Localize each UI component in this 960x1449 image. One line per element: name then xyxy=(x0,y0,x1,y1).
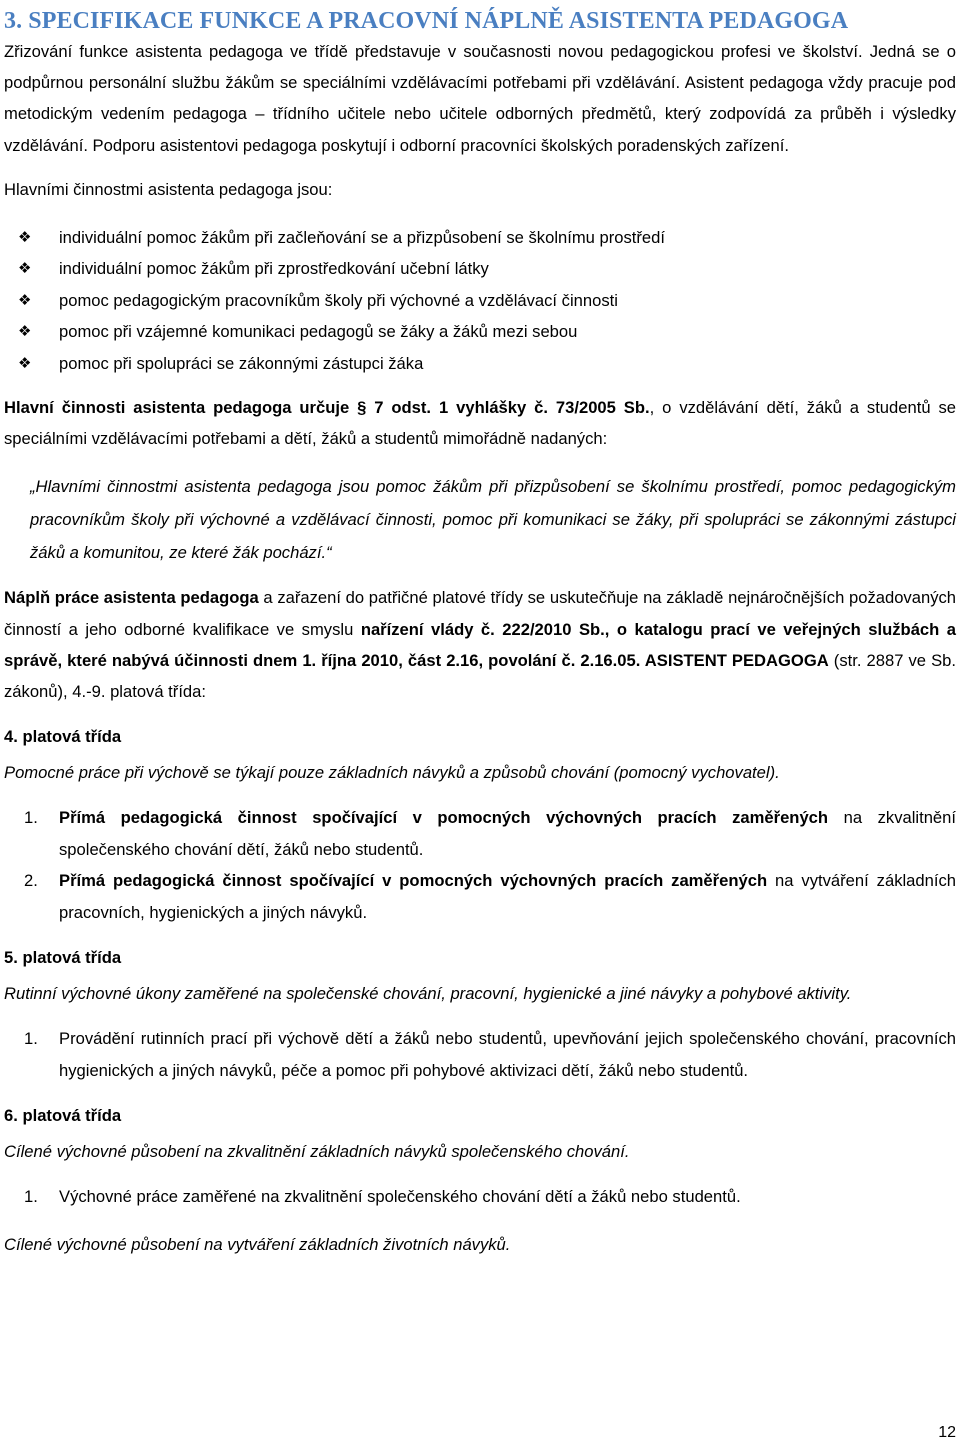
list-item: ❖ individuální pomoc žákům při zprostředkování učební látky xyxy=(4,253,956,284)
diamond-bullet-icon: ❖ xyxy=(18,354,32,372)
salary-class-description: Cílené výchovné působení na zkvalitnění základních návyků společenského chování. xyxy=(4,1142,630,1162)
decree-paragraph: Hlavní činnosti asistenta pedagoga určuje § 7 odst. 1 vyhlášky č. 73/2005 Sb., o vzdělávání dětí, žáků a studentů se speciálními vzdělávacími potřebami a dětí, žáků a studentů mimořádně nadaných: xyxy=(4,398,957,449)
list-item: 1. Provádění rutinních prací při výchově dětí a žáků nebo studentů, upevňování jejich společenského chování, pracovních hygienických a jiných návyků, péče a pomoc při pohybové aktivizaci dětí, žáků nebo studentů. xyxy=(24,1029,956,1080)
salary-class-title: 6. platová třída xyxy=(4,1106,122,1126)
section-heading: 3. SPECIFIKACE FUNKCE A PRACOVNÍ NÁPLNĚ ASISTENTA PEDAGOGA xyxy=(4,8,849,34)
diamond-bullet-icon: ❖ xyxy=(18,260,32,278)
salary-class-description: Rutinní výchovné úkony zaměřené na společenské chování, pracovní, hygienické a jiné návyky a pohybové aktivity. xyxy=(4,984,852,1004)
activities-list xyxy=(4,222,956,379)
page-number: 12 xyxy=(938,1424,956,1441)
salary-class-description: Pomocné práce při výchově se týkají pouze základních návyků a způsobů chování (pomocný vychovatel). xyxy=(4,763,780,783)
diamond-bullet-icon: ❖ xyxy=(18,323,32,341)
list-item: 2. Přímá pedagogická činnost spočívající v pomocných výchovných pracích zaměřených na vytváření základních pracovních, hygienických a jiných návyků. xyxy=(24,871,956,922)
list-item: 1. Výchovné práce zaměřené na zkvalitnění společenského chování dětí a žáků nebo studentů. xyxy=(24,1187,741,1207)
diamond-bullet-icon: ❖ xyxy=(18,229,32,247)
diamond-bullet-icon: ❖ xyxy=(18,291,32,309)
closing-line: Cílené výchovné působení na vytváření základních životních návyků. xyxy=(4,1234,511,1254)
workload-paragraph: Náplň práce asistenta pedagoga a zařazení do patřičné platové třídy se uskutečňuje na základě nejnáročnějších požadovaných činností a jeho odborné kvalifikace ve smyslu nařízení vlády č. 222/2010 Sb., o katalogu prací ve veřejných službách a správě, které nabývá účinnosti dnem 1. října 2010, část 2.16, povolání č. 2.16.05. ASISTENT PEDAGOGA (str. 2887 ve Sb. zákonů), 4.-9. platová třída: xyxy=(4,588,957,702)
list-item: 1. Přímá pedagogická činnost spočívající v pomocných výchovných pracích zaměřených na zkvalitnění společenského chování dětí, žáků nebo studentů. xyxy=(24,808,957,859)
activities-intro: Hlavními činnostmi asistenta pedagoga jsou: xyxy=(4,179,333,199)
salary-class-title: 4. platová třída xyxy=(4,727,122,747)
document-page xyxy=(4,0,956,1260)
salary-class-list xyxy=(4,1023,956,1086)
salary-class-title: 5. platová třída xyxy=(4,948,122,968)
list-item: ❖ pomoc pedagogickým pracovníkům školy při výchovné a vzdělávací činnosti xyxy=(4,285,956,316)
decree-quote: „Hlavními činnostmi asistenta pedagoga jsou pomoc žákům při přizpůsobení se školnímu prostředí, pomoc pedagogickým pracovníkům školy při výchovné a vzdělávací činnosti, pomoc při komunikaci se žáky, při spolupráci se zákonnými zástupci žáků a komunitou, ze které žák pochází.“ xyxy=(30,477,956,563)
list-item: ❖ pomoc při spolupráci se zákonnými zástupci žáka xyxy=(4,348,956,379)
intro-paragraph: Zřizování funkce asistenta pedagoga ve třídě představuje v současnosti novou pedagogickou profesi ve školství. Jedná se o podpůrnou personální službu žákům se speciálními vzdělávacími potřebami při vzdělávání. Asistent pedagoga vždy pracuje pod metodickým vedením pedagoga – třídního učitele nebo učitele odborných předmětů, který zodpovídá za průběh i výsledky vzdělávání. Podporu asistentovi pedagoga poskytují i odborní pracovníci školských poradenských zařízení. xyxy=(4,42,956,155)
salary-class-list xyxy=(4,1181,956,1212)
salary-class-list xyxy=(4,802,956,928)
list-item: ❖ individuální pomoc žákům při začleňování se a přizpůsobení se školnímu prostředí xyxy=(4,222,956,253)
list-item: ❖ pomoc při vzájemné komunikaci pedagogů se žáky a žáků mezi sebou xyxy=(4,316,956,347)
